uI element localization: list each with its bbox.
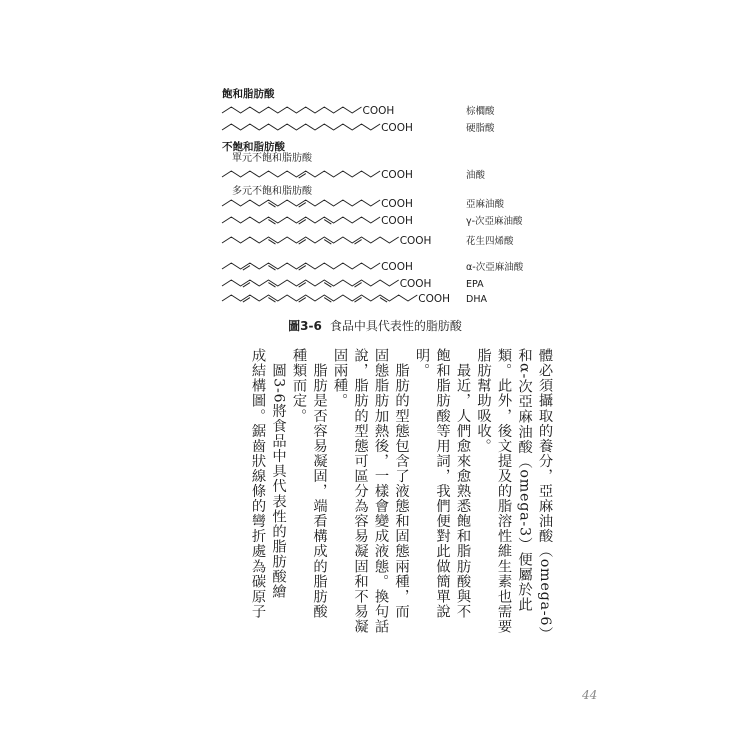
text-column: 固態脂肪加熱後，一樣會變成液態。換句話 — [373, 348, 389, 634]
text-column: 種類而定。 — [291, 348, 307, 424]
fatty-acid-name: γ-次亞麻油酸 — [466, 216, 523, 227]
fatty-acid-name: 花生四烯酸 — [466, 236, 514, 247]
fatty-acid-name: α-次亞麻油酸 — [466, 262, 524, 273]
carbon-chain — [222, 124, 380, 130]
text-column: 明。 — [414, 348, 430, 379]
mono-unsaturated-subheading: 單元不飽和脂肪酸 — [232, 153, 312, 164]
cooh-label: COOH — [418, 293, 451, 305]
text-column: 體必須攝取的養分，亞麻油酸（omega-6） — [537, 348, 553, 642]
text-column: 脂肪幫助吸收。 — [475, 348, 492, 454]
fatty-acid-name: DHA — [466, 294, 487, 305]
fatty-acid-structure-figure — [0, 0, 750, 315]
carbon-chain — [222, 107, 362, 113]
vertical-body-text — [195, 348, 555, 676]
fatty-acid-name: 油酸 — [466, 170, 486, 181]
text-column: 脂肪是否容易凝固，端看構成的脂肪酸 — [311, 348, 328, 619]
fatty-acid-name: 亞麻油酸 — [466, 199, 505, 210]
page-number: 44 — [582, 688, 598, 702]
text-column: 說，脂肪的型態可區分為容易凝固和不易凝 — [352, 348, 369, 634]
text-column: 固兩種。 — [332, 348, 348, 409]
figure-number: 圖3-6 — [288, 319, 322, 333]
cooh-label: COOH — [381, 261, 413, 273]
text-column: 飽和脂肪酸等用詞，我們便對此做簡單說 — [434, 348, 451, 619]
text-column: 類。此外，後文提及的脂溶性維生素也需要 — [496, 348, 512, 634]
figure-title: 食品中具代表性的脂肪酸 — [329, 319, 462, 333]
saturated-heading: 飽和脂肪酸 — [222, 88, 275, 100]
text-column: 脂肪的型態包含了液態和固態兩種，而 — [393, 348, 410, 619]
cooh-label: COOH — [381, 215, 413, 227]
text-column: 和α-次亞麻油酸（omega-3）便屬於此 — [516, 348, 533, 613]
cooh-label: COOH — [362, 105, 395, 117]
fatty-acid-name: EPA — [466, 279, 484, 290]
poly-unsaturated-subheading: 多元不飽和脂肪酸 — [232, 186, 312, 197]
cooh-label: COOH — [381, 122, 413, 134]
carbon-chain — [222, 237, 399, 243]
fatty-acid-name: 硬脂酸 — [466, 123, 495, 134]
text-column: 成結構圖。鋸齒狀線條的彎折處為碳原子 — [250, 348, 266, 619]
carbon-chain — [222, 295, 417, 301]
text-column: 圖3-6將食品中具代表性的脂肪酸繪 — [270, 348, 287, 600]
cooh-label: COOH — [381, 169, 413, 181]
text-column: 最近，人們愈來愈熟悉飽和脂肪酸與不 — [455, 348, 471, 619]
cooh-label: COOH — [381, 198, 413, 210]
cooh-label: COOH — [399, 278, 432, 290]
cooh-label: COOH — [399, 235, 432, 247]
figure-caption — [0, 317, 750, 334]
unsaturated-heading: 不飽和脂肪酸 — [222, 141, 285, 153]
fatty-acid-name: 棕櫚酸 — [466, 106, 495, 117]
